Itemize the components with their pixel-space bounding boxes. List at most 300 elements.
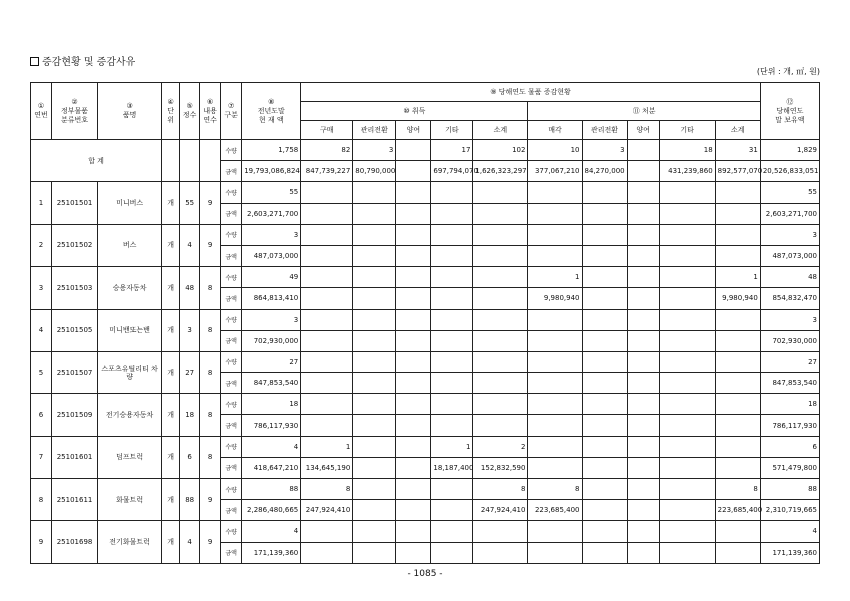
value-cell: 854,832,470 — [760, 288, 819, 309]
kind-cell: 수량 — [221, 394, 242, 415]
value-cell — [627, 140, 659, 161]
header-text: ③ — [126, 102, 133, 110]
value-cell — [715, 542, 760, 563]
value-cell — [473, 521, 528, 542]
value-cell: 4 — [760, 521, 819, 542]
value-cell — [396, 457, 431, 478]
value-cell: 18 — [242, 394, 301, 415]
value-cell — [473, 373, 528, 394]
value-cell — [396, 161, 431, 182]
value-cell: 223,685,400 — [715, 500, 760, 521]
value-cell — [473, 182, 528, 203]
value-cell: 3 — [353, 140, 396, 161]
value-cell — [582, 394, 627, 415]
value-cell: 3 — [582, 140, 627, 161]
value-cell — [301, 330, 353, 351]
header-text: ⑫ — [786, 97, 794, 106]
kind-cell: 수량 — [221, 436, 242, 457]
value-cell — [301, 267, 353, 288]
value-cell — [582, 373, 627, 394]
value-cell: 9,980,940 — [528, 288, 582, 309]
value-cell — [301, 351, 353, 372]
value-cell — [431, 373, 473, 394]
useful-years: 9 — [200, 224, 221, 266]
header-disposal-col: 매각 — [528, 121, 582, 140]
section-title-text: 증감현황 및 증감사유 — [42, 57, 136, 68]
value-cell — [582, 245, 627, 266]
value-cell — [528, 309, 582, 330]
classification-code: 25101505 — [52, 309, 98, 351]
header-group-changes: ⑨ 당해연도 물품 증감현황 — [301, 83, 761, 102]
value-cell — [659, 182, 715, 203]
inventory-change-table — [30, 82, 820, 564]
value-cell: 847,853,540 — [242, 373, 301, 394]
value-cell: 6 — [760, 436, 819, 457]
value-cell — [627, 161, 659, 182]
value-cell — [582, 542, 627, 563]
value-cell — [715, 457, 760, 478]
table-row — [31, 267, 820, 288]
value-cell: 4 — [242, 436, 301, 457]
value-cell — [627, 182, 659, 203]
header-text: ⑥ — [207, 97, 214, 106]
value-cell — [353, 415, 396, 436]
useful-years: 8 — [200, 309, 221, 351]
value-cell — [627, 436, 659, 457]
value-cell — [396, 351, 431, 372]
value-cell — [659, 267, 715, 288]
header-disposal-col: 양여 — [627, 121, 659, 140]
value-cell: 3 — [242, 309, 301, 330]
value-cell — [627, 330, 659, 351]
value-cell: 3 — [760, 309, 819, 330]
value-cell — [396, 224, 431, 245]
value-cell — [715, 203, 760, 224]
value-cell — [627, 267, 659, 288]
value-cell — [627, 373, 659, 394]
value-cell — [627, 245, 659, 266]
useful-years: 8 — [200, 394, 221, 436]
value-cell: 2,310,719,665 — [760, 500, 819, 521]
header-col1 — [31, 83, 52, 140]
row-number: 8 — [31, 479, 52, 521]
item-name: 미니밴또는밴 — [98, 309, 162, 351]
kind-cell: 금액 — [221, 330, 242, 351]
header-text: ④ — [167, 97, 174, 106]
kind-cell: 수량 — [221, 521, 242, 542]
header-disposal-col: 관리전환 — [582, 121, 627, 140]
value-cell — [473, 415, 528, 436]
value-cell — [431, 267, 473, 288]
header-acquisition-col: 양여 — [396, 121, 431, 140]
table-row — [31, 521, 820, 542]
row-number: 9 — [31, 521, 52, 563]
value-cell — [659, 373, 715, 394]
header-text: 연번 — [34, 111, 48, 119]
value-cell — [627, 415, 659, 436]
header-col6 — [200, 83, 221, 140]
fixed-count: 55 — [180, 182, 200, 224]
total-label: 합 계 — [31, 140, 162, 182]
value-cell — [353, 351, 396, 372]
value-cell — [627, 394, 659, 415]
value-cell — [659, 394, 715, 415]
value-cell: 8 — [715, 479, 760, 500]
kind-cell: 금액 — [221, 542, 242, 563]
value-cell — [659, 479, 715, 500]
header-acquisition-col: 구매 — [301, 121, 353, 140]
value-cell — [396, 521, 431, 542]
header-text: 현 재 액 — [258, 115, 284, 124]
table-row — [31, 182, 820, 203]
kind-cell: 수량 — [221, 351, 242, 372]
value-cell: 487,073,000 — [760, 245, 819, 266]
value-cell — [715, 351, 760, 372]
value-cell — [431, 351, 473, 372]
header-acquisition-col: 소계 — [473, 121, 528, 140]
classification-code: 25101501 — [52, 182, 98, 224]
value-cell — [528, 224, 582, 245]
item-name: 미니버스 — [98, 182, 162, 224]
value-cell — [353, 542, 396, 563]
value-cell: 27 — [242, 351, 301, 372]
unit: 개 — [162, 521, 180, 563]
fixed-count: 3 — [180, 309, 200, 351]
value-cell — [627, 309, 659, 330]
value-cell — [353, 203, 396, 224]
empty-cell — [200, 140, 221, 182]
header-text: 연수 — [203, 115, 217, 124]
value-cell: 8 — [301, 479, 353, 500]
header-acquisition-col: 기타 — [431, 121, 473, 140]
value-cell — [396, 203, 431, 224]
header-text: 정부물품 — [61, 106, 89, 115]
kind-cell: 금액 — [221, 415, 242, 436]
value-cell: 1,829 — [760, 140, 819, 161]
table-row — [31, 309, 820, 330]
unit-note: (단위 : 개, ㎡, 원) — [756, 67, 820, 76]
value-cell — [473, 330, 528, 351]
unit: 개 — [162, 182, 180, 224]
value-cell — [582, 182, 627, 203]
value-cell — [396, 542, 431, 563]
kind-cell: 수량 — [221, 224, 242, 245]
value-cell — [353, 436, 396, 457]
value-cell — [353, 288, 396, 309]
value-cell — [301, 288, 353, 309]
value-cell — [528, 436, 582, 457]
value-cell: 18 — [760, 394, 819, 415]
value-cell — [431, 309, 473, 330]
value-cell — [715, 309, 760, 330]
header-group-acquisition: ⑩ 취득 — [301, 102, 528, 121]
value-cell: 847,853,540 — [760, 373, 819, 394]
table-row — [31, 224, 820, 245]
value-cell — [353, 309, 396, 330]
value-cell: 786,117,930 — [760, 415, 819, 436]
classification-code: 25101503 — [52, 267, 98, 309]
value-cell — [528, 542, 582, 563]
item-name: 스포츠유틸리티 차량 — [98, 351, 162, 393]
fixed-count: 27 — [180, 351, 200, 393]
value-cell — [659, 500, 715, 521]
value-cell — [627, 203, 659, 224]
value-cell: 864,813,410 — [242, 288, 301, 309]
item-name: 덤프트럭 — [98, 436, 162, 478]
value-cell — [301, 415, 353, 436]
classification-code: 25101502 — [52, 224, 98, 266]
value-cell — [715, 415, 760, 436]
value-cell: 88 — [242, 479, 301, 500]
unit: 개 — [162, 436, 180, 478]
value-cell — [659, 351, 715, 372]
classification-code: 25101611 — [52, 479, 98, 521]
value-cell — [431, 203, 473, 224]
value-cell: 152,832,590 — [473, 457, 528, 478]
value-cell: 82 — [301, 140, 353, 161]
unit: 개 — [162, 479, 180, 521]
value-cell: 8 — [473, 479, 528, 500]
empty-cell — [180, 140, 200, 182]
value-cell: 847,739,227 — [301, 161, 353, 182]
value-cell — [353, 224, 396, 245]
value-cell: 1 — [301, 436, 353, 457]
value-cell — [715, 224, 760, 245]
table-row — [31, 479, 820, 500]
value-cell — [301, 182, 353, 203]
value-cell — [627, 542, 659, 563]
value-cell: 17 — [431, 140, 473, 161]
value-cell — [396, 288, 431, 309]
unit: 개 — [162, 267, 180, 309]
value-cell — [396, 267, 431, 288]
value-cell: 20,526,833,051 — [760, 161, 819, 182]
value-cell — [473, 309, 528, 330]
header-disposal-col: 소계 — [715, 121, 760, 140]
table-header — [31, 83, 820, 140]
value-cell — [301, 309, 353, 330]
item-name: 전기화물트럭 — [98, 521, 162, 563]
header-text: 당해연도 — [776, 106, 804, 115]
value-cell — [528, 415, 582, 436]
value-cell — [301, 521, 353, 542]
kind-cell: 금액 — [221, 245, 242, 266]
kind-cell: 수량 — [221, 140, 242, 161]
value-cell — [301, 224, 353, 245]
page-number: - 1085 - — [407, 569, 443, 579]
header-col8 — [242, 83, 301, 140]
value-cell — [396, 394, 431, 415]
fixed-count: 18 — [180, 394, 200, 436]
row-number: 1 — [31, 182, 52, 224]
row-number: 7 — [31, 436, 52, 478]
fixed-count: 4 — [180, 224, 200, 266]
value-cell: 223,685,400 — [528, 500, 582, 521]
value-cell — [582, 436, 627, 457]
classification-code: 25101509 — [52, 394, 98, 436]
value-cell — [301, 245, 353, 266]
header-text: 내용 — [203, 106, 217, 115]
checkbox-glyph-icon — [30, 57, 39, 66]
useful-years: 8 — [200, 267, 221, 309]
value-cell — [582, 500, 627, 521]
value-cell — [473, 203, 528, 224]
unit: 개 — [162, 224, 180, 266]
fixed-count: 4 — [180, 521, 200, 563]
value-cell — [473, 542, 528, 563]
value-cell — [353, 373, 396, 394]
value-cell — [528, 373, 582, 394]
header-group-disposal: ⑪ 처분 — [528, 102, 760, 121]
value-cell: 2,603,271,700 — [242, 203, 301, 224]
header-col5 — [180, 83, 200, 140]
value-cell: 1 — [528, 267, 582, 288]
header-text: 정수 — [182, 111, 197, 119]
row-number: 3 — [31, 267, 52, 309]
value-cell: 571,479,800 — [760, 457, 819, 478]
fixed-count: 6 — [180, 436, 200, 478]
value-cell: 487,073,000 — [242, 245, 301, 266]
header-text: ⑤ — [186, 102, 193, 110]
value-cell — [431, 330, 473, 351]
total-row — [31, 140, 820, 161]
value-cell: 786,117,930 — [242, 415, 301, 436]
value-cell — [431, 182, 473, 203]
useful-years: 9 — [200, 479, 221, 521]
value-cell — [396, 500, 431, 521]
value-cell — [353, 479, 396, 500]
value-cell: 4 — [242, 521, 301, 542]
value-cell — [396, 182, 431, 203]
value-cell — [396, 245, 431, 266]
value-cell: 1 — [715, 267, 760, 288]
header-text: 구분 — [224, 111, 238, 119]
value-cell: 19,793,086,824 — [242, 161, 301, 182]
value-cell — [353, 500, 396, 521]
value-cell — [396, 373, 431, 394]
item-name: 전기승용자동차 — [98, 394, 162, 436]
value-cell — [396, 140, 431, 161]
value-cell: 55 — [242, 182, 301, 203]
fixed-count: 48 — [180, 267, 200, 309]
value-cell — [582, 479, 627, 500]
value-cell: 55 — [760, 182, 819, 203]
value-cell — [473, 351, 528, 372]
value-cell: 418,647,210 — [242, 457, 301, 478]
header-text: 분류번호 — [61, 115, 89, 124]
value-cell — [582, 267, 627, 288]
value-cell — [528, 457, 582, 478]
value-cell — [431, 415, 473, 436]
value-cell — [473, 224, 528, 245]
classification-code: 25101507 — [52, 351, 98, 393]
value-cell — [528, 394, 582, 415]
value-cell — [627, 457, 659, 478]
value-cell — [715, 182, 760, 203]
row-number: 6 — [31, 394, 52, 436]
value-cell: 3 — [242, 224, 301, 245]
value-cell: 697,794,070 — [431, 161, 473, 182]
value-cell — [582, 457, 627, 478]
value-cell — [582, 330, 627, 351]
value-cell: 134,645,190 — [301, 457, 353, 478]
value-cell — [431, 394, 473, 415]
value-cell: 9,980,940 — [715, 288, 760, 309]
value-cell — [396, 415, 431, 436]
value-cell — [431, 542, 473, 563]
value-cell — [715, 245, 760, 266]
value-cell: 702,930,000 — [760, 330, 819, 351]
kind-cell: 수량 — [221, 479, 242, 500]
value-cell — [431, 521, 473, 542]
classification-code: 25101698 — [52, 521, 98, 563]
header-text: 전년도말 — [257, 106, 285, 115]
value-cell: 8 — [528, 479, 582, 500]
value-cell — [473, 288, 528, 309]
value-cell: 2 — [473, 436, 528, 457]
value-cell — [431, 224, 473, 245]
value-cell — [627, 288, 659, 309]
table-row — [31, 351, 820, 372]
value-cell — [473, 394, 528, 415]
value-cell — [715, 373, 760, 394]
value-cell — [353, 330, 396, 351]
value-cell — [396, 330, 431, 351]
item-name: 승용자동차 — [98, 267, 162, 309]
value-cell — [659, 542, 715, 563]
value-cell — [528, 330, 582, 351]
header-acquisition-col: 관리전환 — [353, 121, 396, 140]
value-cell: 2,603,271,700 — [760, 203, 819, 224]
useful-years: 9 — [200, 521, 221, 563]
value-cell: 702,930,000 — [242, 330, 301, 351]
table-row — [31, 394, 820, 415]
value-cell — [353, 182, 396, 203]
value-cell — [528, 521, 582, 542]
value-cell — [353, 521, 396, 542]
value-cell — [659, 309, 715, 330]
value-cell: 49 — [242, 267, 301, 288]
kind-cell: 금액 — [221, 457, 242, 478]
row-number: 4 — [31, 309, 52, 351]
value-cell — [659, 436, 715, 457]
value-cell — [627, 500, 659, 521]
kind-cell: 금액 — [221, 288, 242, 309]
value-cell — [582, 224, 627, 245]
value-cell: 431,239,860 — [659, 161, 715, 182]
value-cell — [659, 457, 715, 478]
kind-cell: 금액 — [221, 161, 242, 182]
value-cell — [473, 245, 528, 266]
table-body — [31, 140, 820, 564]
value-cell — [627, 351, 659, 372]
header-text: ⑦ — [228, 102, 235, 110]
header-text: ⑧ — [268, 97, 275, 106]
kind-cell: 수량 — [221, 309, 242, 330]
value-cell — [396, 309, 431, 330]
item-name: 버스 — [98, 224, 162, 266]
value-cell — [353, 245, 396, 266]
value-cell: 27 — [760, 351, 819, 372]
useful-years: 8 — [200, 351, 221, 393]
value-cell: 48 — [760, 267, 819, 288]
value-cell: 102 — [473, 140, 528, 161]
value-cell — [715, 330, 760, 351]
value-cell — [301, 373, 353, 394]
value-cell: 377,067,210 — [528, 161, 582, 182]
value-cell: 84,270,000 — [582, 161, 627, 182]
value-cell — [659, 330, 715, 351]
